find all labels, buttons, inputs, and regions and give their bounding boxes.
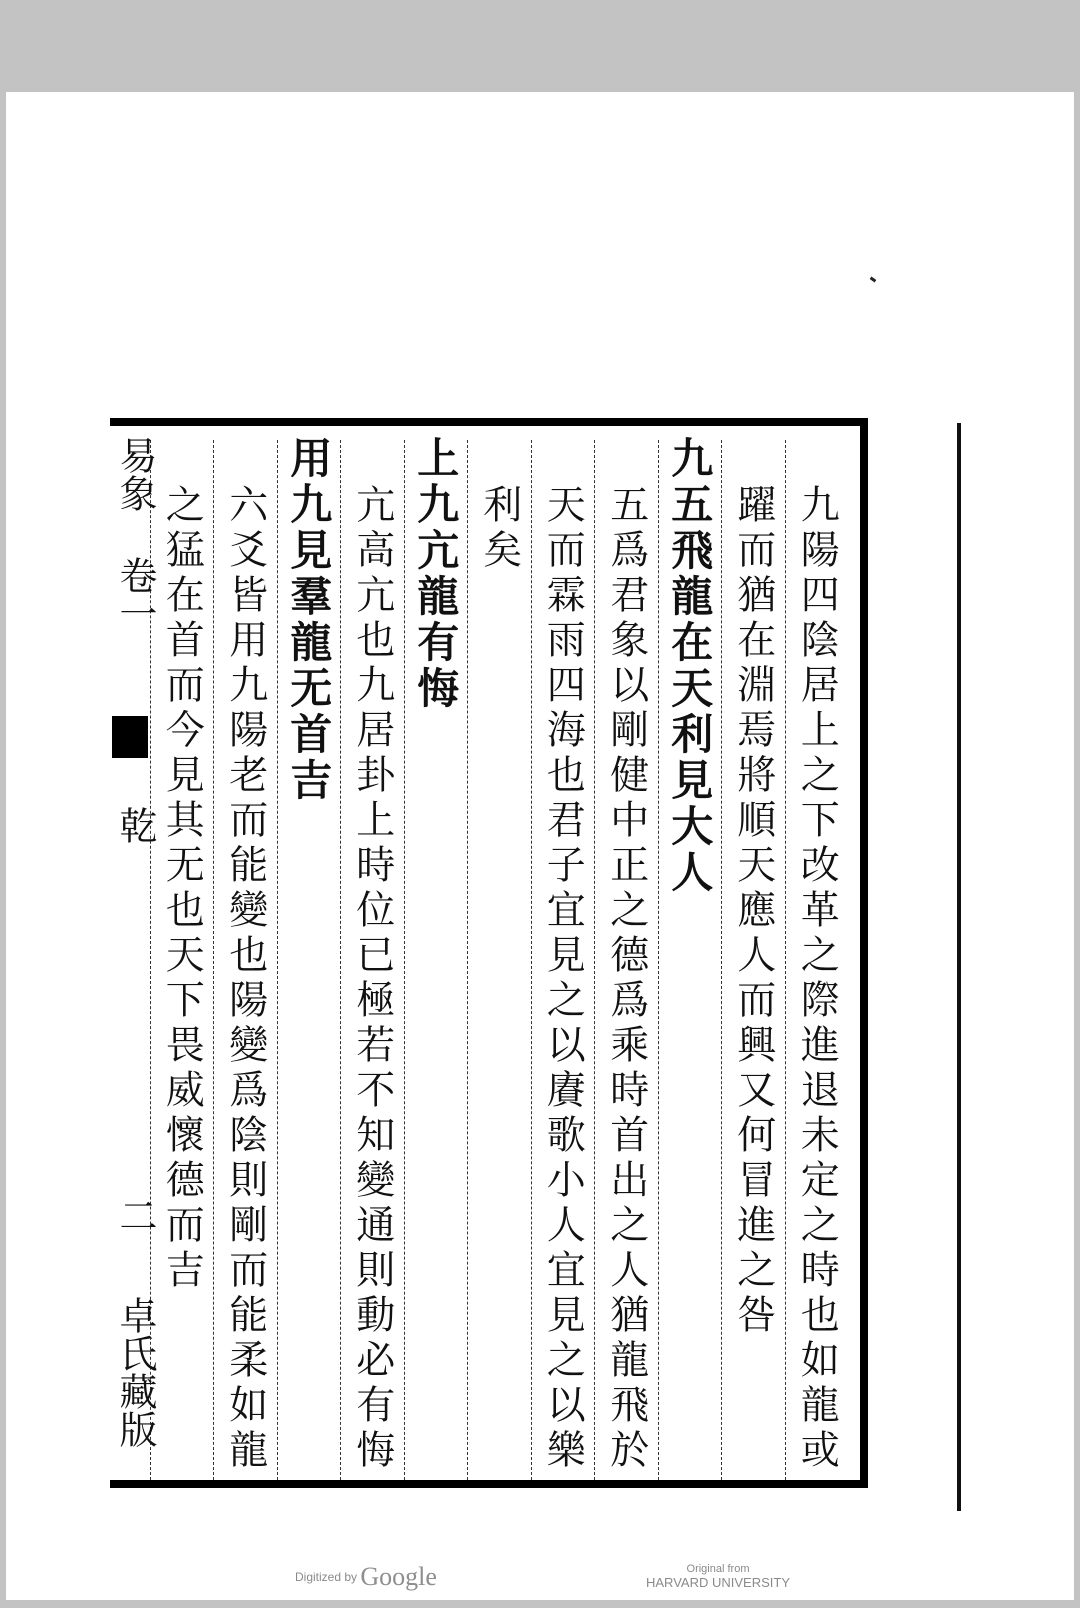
column-rule bbox=[213, 440, 214, 1480]
text-column: 天而霖雨四海也君子宜見之以賡歌小人宜見之以樂 bbox=[540, 484, 586, 1474]
column-rule bbox=[404, 440, 405, 1480]
margin-book-title: 易象 bbox=[113, 436, 157, 512]
google-logo: Google bbox=[360, 1562, 437, 1591]
text-column: 之猛在首而今見其无也天下畏威懷德而吉 bbox=[159, 484, 205, 1294]
margin-publisher: 卓氏藏版 bbox=[113, 1296, 157, 1448]
column-rule bbox=[785, 440, 786, 1480]
page-edge-bar bbox=[957, 423, 961, 1511]
column-rule bbox=[340, 440, 341, 1480]
column-rule bbox=[721, 440, 722, 1480]
text-column: 上九亢龍有悔 bbox=[411, 436, 461, 712]
margin-page-number: 二 bbox=[113, 1196, 157, 1234]
margin-strip bbox=[112, 436, 158, 1476]
fishtail-mark bbox=[112, 716, 148, 758]
digitized-by-google bbox=[295, 1562, 437, 1592]
column-rule bbox=[467, 440, 468, 1480]
column-rule bbox=[531, 440, 532, 1480]
text-column: 用九見羣龍无首吉 bbox=[284, 436, 334, 804]
column-rule bbox=[594, 440, 595, 1480]
digitized-prefix: Digitized by bbox=[295, 1570, 358, 1584]
margin-volume: 卷一 bbox=[113, 556, 157, 632]
text-column: 九陽四陰居上之下改革之際進退未定之時也如龍或 bbox=[794, 484, 840, 1474]
harvard-university-label: HARVARD UNIVERSITY bbox=[646, 1575, 790, 1590]
text-column: 五爲君象以剛健中正之德爲乘時首出之人猶龍飛於 bbox=[603, 484, 649, 1474]
margin-hexagram: 乾 bbox=[113, 806, 157, 844]
column-rule bbox=[277, 440, 278, 1480]
text-column: 利矣 bbox=[476, 484, 522, 574]
text-column: 亢高亢也九居卦上時位已極若不知變通則動必有悔 bbox=[349, 484, 395, 1474]
column-rule bbox=[658, 440, 659, 1480]
original-from-label: Original from bbox=[686, 1563, 750, 1575]
original-from-harvard bbox=[646, 1562, 790, 1590]
text-column: 九五飛龍在天利見大人 bbox=[665, 436, 715, 896]
text-column: 六爻皆用九陽老而能變也陽變爲陰則剛而能柔如龍 bbox=[222, 484, 268, 1474]
text-column: 躍而猶在淵焉將順天應人而興又何冒進之咎 bbox=[730, 484, 776, 1339]
